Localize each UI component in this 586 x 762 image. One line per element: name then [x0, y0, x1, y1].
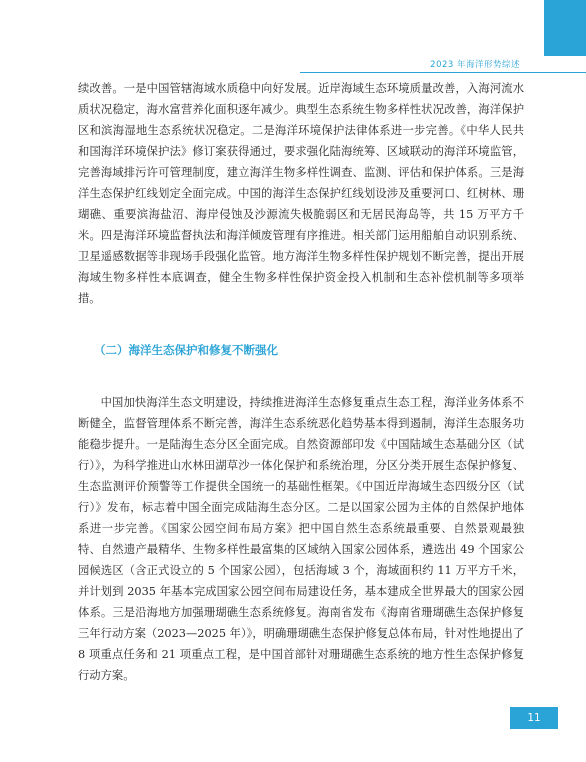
- page-number: 11: [527, 712, 541, 724]
- running-header: 2023 年海洋形势综述: [430, 60, 520, 70]
- header-divider: [300, 72, 586, 73]
- corner-color-tab: [544, 0, 586, 56]
- body-paragraph-2: 中国加快海洋生态文明建设，持续推进海洋生态修复重点生态工程，海洋业务体系不断健全，监督管理体系不断完善，海洋生态系统恶化趋势基本得到遏制，海洋生态服务功能稳步提升。一是陆海生态分区全面完成。自然资源部印发《中国陆域生态基础分区（试行）》，为科学推进山水林田湖草沙一体化保护和系统治理，分区分类开展生态保护修复、生态监测评价预警等工作提供全国统一的基础性框架。《中国近岸海域生态四级分区（试行）》发布，标志着中国全面完成陆海生态分区。二是以国家公园为主体的自然保护地体系进一步完善。《国家公园空间布局方案》把中国自然生态系统最重要、自然景观最独特、自然遗产最精华、生物多样性最富集的区域纳入国家公园体系，遴选出 49 个国家公园候选区（含正式设立的 5 个国家公园），包括海域 3 个，海域面积约 11 万平方千米，并计划到 2035 年基本完成国家公园空间布局建设任务，基本建成全世界最大的国家公园体系。三是沿海地方加强珊瑚礁生态系统修复。海南省发布《海南省珊瑚礁生态保护修复三年行动方案（2023—2025 年）》，明确珊瑚礁生态保护修复总体布局，针对性地提出了 8 项重点任务和 21 项重点工程，是中国首部针对珊瑚礁生态系统的地方性生态保护修复行动方案。: [78, 396, 524, 682]
- section-heading: （二）海洋生态保护和修复不断强化: [94, 343, 278, 357]
- body-paragraph-1: 续改善。一是中国管辖海域水质稳中向好发展。近岸海域生态环境质量改善，入海河流水质状况稳定，海水富营养化面积逐年减少。典型生态系统生物多样性状况改善，海洋保护区和滨海湿地生态系统状况稳定。二是海洋环境保护法律体系进一步完善。《中华人民共和国海洋环境保护法》修订案获得通过，要求强化陆海统筹、区域联动的海洋环境监管，完善海域排污许可管理制度，建立海洋生物多样性调查、监测、评估和保护体系。三是海洋生态保护红线划定全面完成。中国的海洋生态保护红线划设涉及重要河口、红树林、珊瑚礁、重要滨海盐沼、海岸侵蚀及沙源流失极脆弱区和无居民海岛等，共 15 万平方千米。四是海洋环境监督执法和海洋倾废管理有序推进。相关部门运用船舶自动识别系统、卫星遥感数据等非现场手段强化监管。地方海洋生物多样性保护规划不断完善，提出开展海域生物多样性本底调查，健全生物多样性保护资金投入机制和生态补偿机制等多项举措。: [78, 82, 524, 305]
- page-number-badge: [510, 707, 558, 729]
